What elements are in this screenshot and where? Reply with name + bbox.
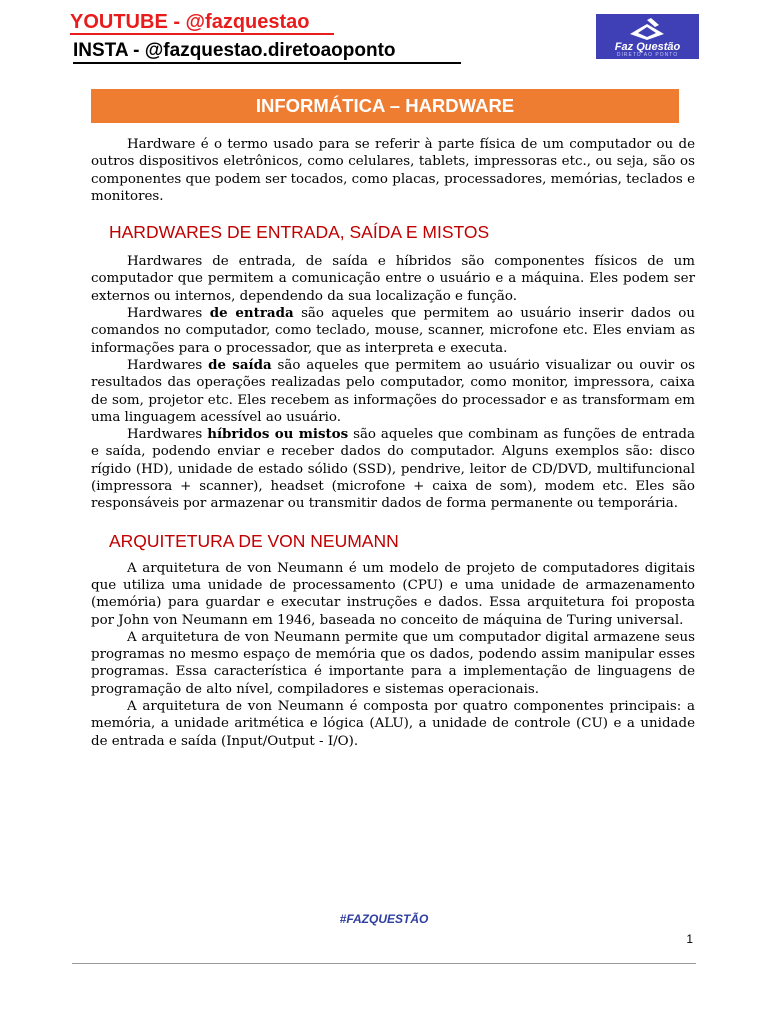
youtube-handle: YOUTUBE - @fazquestao [70, 11, 310, 33]
hardwares-paragraph-1: Hardwares de entrada, de saída e híbridos são componentes físicos de um computador que permitem a comunicação entre o usuário e a máquina. Eles podem ser externos ou internos, dependendo da sua localização e função. [91, 254, 695, 304]
hardwares-paragraph-mistos: Hardwares híbridos ou mistos são aqueles que combinam as funções de entrada e saída, podendo enviar e receber dados do computador. Alguns exemplos são: disco rígido (HD), unidade de estado sólido (SSD), pendrive, leitor de CD/DVD, multifuncional (impressora + scanner), headset (microfone + caixa de som), modem etc. Eles são responsáveis por armazenar ou transmitir dados de forma permanente ou temporária. [91, 426, 695, 512]
von-neumann-paragraph-2: A arquitetura de von Neumann permite que um computador digital armazene seus programas no mesmo espaço de memória que os dados, podendo assim manipular esses programas. Essa característica é importante para a implementação de linguagens de programação de alto nível, compiladores e sistemas operacionais. [91, 629, 695, 697]
faz-questao-logo [596, 14, 699, 59]
page-title: INFORMÁTICA – HARDWARE [91, 89, 679, 123]
von-neumann-paragraph-1: A arquitetura de von Neumann é um modelo de projeto de computadores digitais que utiliza uma unidade de processamento (CPU) e uma unidade de armazenamento (memória) para guardar e executar instruções e dados. Essa arquitetura foi proposta por John von Neumann em 1946, baseada no conceito de máquina de Turing universal. [91, 560, 695, 628]
section-heading-hardwares: HARDWARES DE ENTRADA, SAÍDA E MISTOS [109, 222, 490, 243]
document-body [91, 136, 695, 750]
instagram-handle: INSTA - @fazquestao.diretoaoponto [73, 40, 396, 61]
hardwares-paragraph-entrada: Hardwares de entrada são aqueles que permitem ao usuário inserir dados ou comandos no computador, como teclado, mouse, scanner, microfone etc. Eles enviam as informações para o processador, que as interpreta e executa. [91, 305, 695, 356]
logo-text: Faz Questão [614, 41, 681, 53]
term-mistos: híbridos ou mistos [207, 426, 349, 443]
footer-divider [72, 963, 696, 964]
instagram-underline [73, 62, 461, 64]
term-entrada: de entrada [209, 305, 294, 322]
term-saida: de saída [208, 356, 272, 373]
logo-subtext: DIRETO AO PONTO [616, 52, 679, 58]
von-neumann-paragraph-3: A arquitetura de von Neumann é composta por quatro componentes principais: a memória, a unidade aritmética e lógica (ALU), a unidade de controle (CU) e a unidade de entrada e saída (Input/Output - I/O). [91, 699, 695, 749]
section-heading-von-neumann: ARQUITETURA DE VON NEUMANN [109, 530, 399, 551]
page-number: 1 [686, 932, 693, 946]
youtube-underline [70, 33, 334, 35]
footer-hashtag: #FAZQUESTÃO [339, 912, 429, 926]
hardwares-paragraph-saida: Hardwares de saída são aqueles que permitem ao usuário visualizar ou ouvir os resultados das operações realizadas pelo computador, como monitor, impressora, caixa de som, projetor etc. Eles recebem as informações do processador e as transformam em uma linguagem acessível ao usuário. [91, 356, 695, 425]
intro-paragraph: Hardware é o termo usado para se referir à parte física de um computador ou de outros dispositivos eletrônicos, como celulares, tablets, impressoras etc., ou seja, são os componentes que podem ser tocados, como placas, processadores, memórias, teclados e monitores. [91, 137, 695, 204]
